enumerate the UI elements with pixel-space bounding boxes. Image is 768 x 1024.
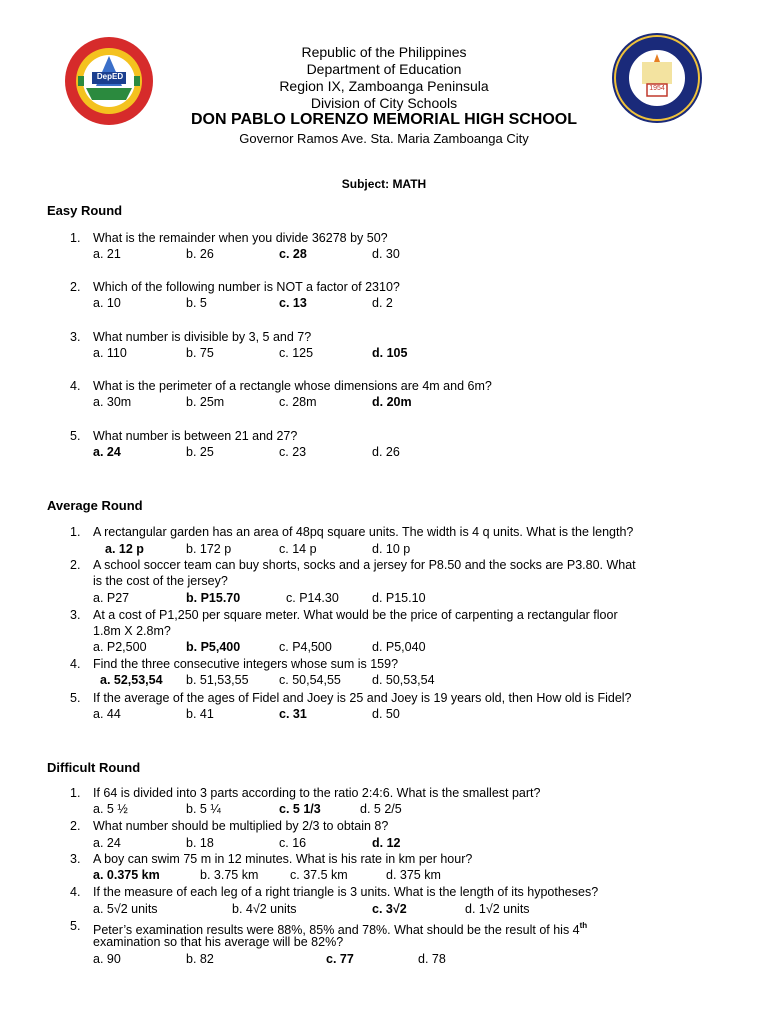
option-b: b. 5 (186, 296, 207, 310)
option-b-correct: b. P5,400 (186, 640, 241, 654)
option-a-correct: a. 52,53,54 (100, 673, 163, 687)
option-d: d. 30 (372, 247, 400, 261)
option-d: d. 78 (418, 952, 446, 966)
option-d: d. 1√2 units (465, 902, 530, 916)
option-a: a. 90 (93, 952, 121, 966)
option-c: c. 125 (279, 346, 314, 360)
option-c-correct: c. 3√2 (372, 902, 407, 916)
question-number: 1. (70, 525, 81, 539)
question-text-main: Peter’s examination results were 88%, 85% and 78%. What should be the result of his 4 (93, 923, 580, 937)
option-d: d. 50 (372, 707, 400, 721)
question-number: 4. (70, 657, 81, 671)
option-b: b. 25m (186, 395, 225, 409)
option-d-correct: d. 12 (372, 836, 401, 850)
option-b: b. 25 (186, 445, 214, 459)
subject-title: Subject: MATH (341, 177, 427, 191)
option-d-correct: d. 105 (372, 346, 408, 360)
school-seal-year: 1954 (649, 85, 665, 92)
header-republic: Republic of the Philippines (301, 44, 467, 60)
question-text: What is the perimeter of a rectangle whose dimensions are 4m and 6m? (93, 379, 492, 393)
option-d: d. 50,53,54 (372, 673, 435, 687)
question-text: Find the three consecutive integers whose sum is 159? (93, 657, 399, 671)
option-c: c. P4,500 (279, 640, 332, 654)
option-a: a. 21 (93, 247, 121, 261)
average-round-title: Average Round (47, 498, 143, 513)
option-b: b. 75 (186, 346, 214, 360)
option-b: b. 4√2 units (232, 902, 297, 916)
option-d: d. 2 (372, 296, 393, 310)
question-number: 5. (70, 919, 81, 933)
ordinal-suffix: th (579, 921, 588, 930)
option-a: a. 110 (93, 346, 127, 360)
difficult-round-title: Difficult Round (47, 760, 141, 775)
option-c: c. 28m (279, 395, 317, 409)
option-a-correct: a. 12 p (105, 542, 144, 556)
option-b-correct: b. P15.70 (186, 591, 241, 605)
option-c-correct: c. 28 (279, 247, 307, 261)
header-region: Region IX, Zamboanga Peninsula (279, 78, 489, 94)
option-b: b. 5 ¼ (186, 802, 221, 816)
option-b: b. 18 (186, 836, 214, 850)
option-b: b. 26 (186, 247, 214, 261)
question-number: 1. (70, 231, 81, 245)
question-text: A boy can swim 75 m in 12 minutes. What is his rate in km per hour? (93, 852, 473, 866)
question-text-line2: is the cost of the jersey? (93, 574, 228, 588)
question-text: Which of the following number is NOT a factor of 2310? (93, 280, 400, 294)
option-d: d. 26 (372, 445, 400, 459)
option-c-correct: c. 31 (279, 707, 307, 721)
option-c-correct: c. 5 1/3 (279, 802, 321, 816)
option-c: c. 16 (279, 836, 307, 850)
question-number: 3. (70, 852, 81, 866)
option-b: b. 41 (186, 707, 214, 721)
question-text: A rectangular garden has an area of 48pq square units. The width is 4 q units. What is the length? (93, 525, 634, 539)
question-text: What number is divisible by 3, 5 and 7? (93, 330, 312, 344)
question-text-line2: examination so that his average will be 82%? (93, 935, 344, 949)
question-number: 3. (70, 608, 81, 622)
option-a-correct: a. 0.375 km (93, 868, 160, 882)
option-c: c. P14.30 (286, 591, 339, 605)
deped-seal-label: DepED (96, 72, 124, 81)
option-a: a. 5√2 units (93, 902, 158, 916)
option-d: d. 10 p (372, 542, 411, 556)
question-text: What number should be multiplied by 2/3 to obtain 8? (93, 819, 389, 833)
option-d: d. 375 km (386, 868, 441, 882)
option-b: b. 3.75 km (200, 868, 259, 882)
question-text-line1: At a cost of P1,250 per square meter. What would be the price of carpenting a rectangular floor (93, 608, 618, 622)
question-text: What is the remainder when you divide 36278 by 50? (93, 231, 388, 245)
option-a: a. 10 (93, 296, 121, 310)
option-c-correct: c. 77 (326, 952, 354, 966)
question-number: 5. (70, 691, 81, 705)
option-a-correct: a. 24 (93, 445, 121, 459)
question-text-line1: A school soccer team can buy shorts, socks and a jersey for P8.50 and the socks are P3.80. What (93, 558, 636, 572)
option-d: d. 5 2/5 (360, 802, 402, 816)
question-number: 2. (70, 280, 81, 294)
option-b: b. 51,53,55 (186, 673, 249, 687)
option-a: a. P2,500 (93, 640, 147, 654)
option-b: b. 82 (186, 952, 214, 966)
question-text: What number is between 21 and 27? (93, 429, 298, 443)
header-department: Department of Education (306, 61, 462, 77)
option-b: b. 172 p (186, 542, 232, 556)
option-a: a. 30m (93, 395, 132, 409)
option-a: a. 5 ½ (93, 802, 128, 816)
question-number: 2. (70, 558, 81, 572)
option-a: a. P27 (93, 591, 130, 605)
school-name: DON PABLO LORENZO MEMORIAL HIGH SCHOOL (190, 111, 578, 128)
option-a: a. 24 (93, 836, 121, 850)
question-number: 2. (70, 819, 81, 833)
option-c: c. 14 p (279, 542, 317, 556)
school-address: Governor Ramos Ave. Sta. Maria Zamboanga City (239, 131, 529, 146)
question-number: 5. (70, 429, 81, 443)
question-text: If the average of the ages of Fidel and Joey is 25 and Joey is 19 years old, then How old is Fidel? (93, 691, 632, 705)
question-text: If 64 is divided into 3 parts according to the ratio 2:4:6. What is the smallest part? (93, 786, 541, 800)
option-d: d. P5,040 (372, 640, 426, 654)
option-c: c. 50,54,55 (279, 673, 341, 687)
question-text: If the measure of each leg of a right triangle is 3 units. What is the length of its hypotheses? (93, 885, 599, 899)
easy-round-title: Easy Round (47, 203, 123, 218)
question-number: 3. (70, 330, 81, 344)
question-text-line2: 1.8m X 2.8m? (93, 624, 171, 638)
question-number: 4. (70, 885, 81, 899)
option-c: c. 37.5 km (290, 868, 348, 882)
option-c: c. 23 (279, 445, 307, 459)
header-division: Division of City Schools (310, 95, 458, 111)
option-d-correct: d. 20m (372, 395, 412, 409)
question-number: 4. (70, 379, 81, 393)
option-c-correct: c. 13 (279, 296, 307, 310)
question-number: 1. (70, 786, 81, 800)
option-d: d. P15.10 (372, 591, 426, 605)
option-a: a. 44 (93, 707, 121, 721)
